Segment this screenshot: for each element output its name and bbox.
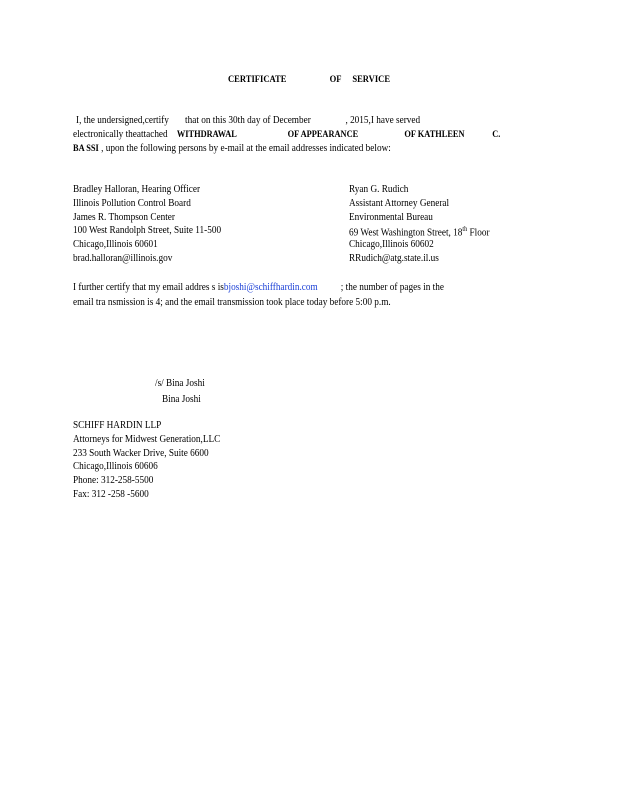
document-name-part: OF KATHLEEN xyxy=(404,130,465,140)
firm-line: Chicago,Illinois 60606 xyxy=(73,461,158,473)
intro-text: I, the undersigned,certify xyxy=(76,115,169,126)
recipient-right-email[interactable]: RRudich@atg.state.il.us xyxy=(349,252,439,264)
recipient-left-line: Chicago,Illinois 60601 xyxy=(73,239,158,251)
further-line-1 xyxy=(73,282,444,293)
recipient-right-line: Ryan G. Rudich xyxy=(349,184,409,195)
recipient-right-line: Chicago,Illinois 60602 xyxy=(349,239,434,251)
recipient-right-line: Assistant Attorney General xyxy=(349,197,450,209)
intro-text: , 2015,I have served xyxy=(345,115,421,126)
intro-line-2 xyxy=(73,129,500,140)
recipient-left-line: 100 West Randolph Street, Suite 11-500 xyxy=(73,225,222,237)
further-text: ; the number of pages in the xyxy=(340,282,444,293)
certificate-title xyxy=(228,75,390,85)
document-name-part: BA SSI xyxy=(73,144,99,154)
signature-name: Bina Joshi xyxy=(162,394,201,405)
document-name-part: WITHDRAWAL xyxy=(176,130,237,140)
intro-line-1 xyxy=(76,115,420,126)
firm-fax: Fax: 312 -258 -5600 xyxy=(73,488,149,500)
further-line-2: email tra nsmission is 4; and the email transmission took place today before 5:00 p.m. xyxy=(73,297,391,308)
recipient-left-block xyxy=(73,184,241,267)
intro-text: electronically theattached xyxy=(73,129,168,140)
title-word-service: SERVICE xyxy=(352,75,391,85)
firm-line: Attorneys for Midwest Generation,LLC xyxy=(73,433,221,445)
recipient-left-line: James R. Thompson Center xyxy=(73,211,175,223)
recipient-left-line: Bradley Halloran, Hearing Officer xyxy=(73,184,201,195)
intro-text: , upon the following persons by e-mail at the email addresses indicated below: xyxy=(101,143,391,154)
recipient-left-email[interactable]: brad.halloran@illinois.gov xyxy=(73,252,173,264)
recipient-left-line: Illinois Pollution Control Board xyxy=(73,197,191,209)
email-link[interactable]: bjoshi@schiffhardin.com xyxy=(223,282,318,293)
intro-line-3 xyxy=(73,143,391,154)
document-name-part: C. xyxy=(492,130,501,140)
address-superscript: th xyxy=(462,225,468,234)
firm-line: 233 South Wacker Drive, Suite 6600 xyxy=(73,447,209,459)
address-text: 69 West Washington Street, 18 xyxy=(349,227,463,239)
document-name-part: OF APPEARANCE xyxy=(287,130,359,140)
address-text: Floor xyxy=(467,227,490,239)
further-text: I further certify that my email addres s is xyxy=(73,282,224,293)
recipient-right-address xyxy=(349,225,490,239)
firm-block xyxy=(73,420,240,503)
firm-line: SCHIFF HARDIN LLP xyxy=(73,420,162,431)
intro-text: that on this 30th day of December xyxy=(185,115,311,126)
title-word-certificate: CERTIFICATE xyxy=(228,75,287,85)
title-word-of: OF xyxy=(329,75,342,85)
recipient-right-block xyxy=(349,184,509,267)
firm-phone: Phone: 312-258-5500 xyxy=(73,475,154,487)
recipient-right-line: Environmental Bureau xyxy=(349,211,433,223)
signature-line: /s/ Bina Joshi xyxy=(155,378,205,389)
